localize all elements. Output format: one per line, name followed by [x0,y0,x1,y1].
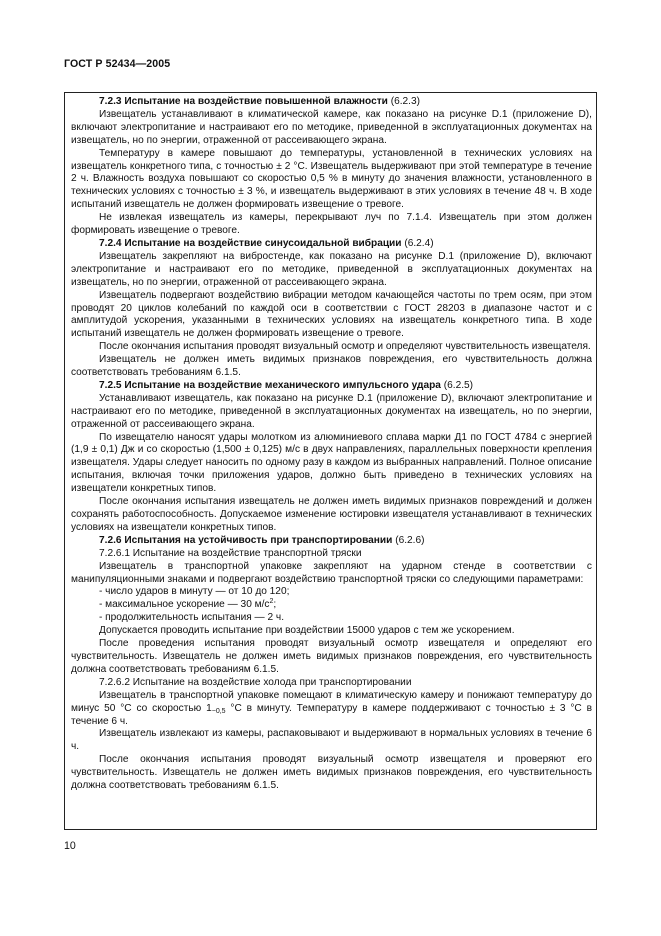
subsection-heading: 7.2.6.2 Испытание на воздействие холода при транспортировании [99,676,412,688]
section-7-2-3-heading [71,96,592,109]
section-ref: (6.2.4) [404,237,434,249]
section-ref: (6.2.3) [390,96,420,107]
section-7-2-6-heading [71,535,592,548]
paragraph: Извещатель не должен иметь видимых признаков повреждения, его чувствительность должна соответствовать требованиям 6.1.5. [71,354,592,379]
paragraph: Устанавливают извещатель, как показано на рисунке D.1 (приложение D), включают электропитание и настраивают его по методике, приведенной в эксплуатационных документах на извещатель, но по энергии, отраженной от рассеивающего экрана. [71,392,592,430]
list-item-text: - максимальное ускорение — 30 м/с [99,599,270,611]
paragraph: По извещателю наносят удары молотком из алюминиевого сплава марки Д1 по ГОСТ 4784 с энергией (1,9 ± 0,1) Дж и со скоростью (1,500 ± 0,125) м/с в двух направлениях, параллельных поверхности крепления извещателя. Удары следует наносить по одному разу в каждом из выбранных направлений. Полное описание испытания, включая точки приложения ударов, должно быть приведено в технических условиях на извещатели конкретных типов. [71,431,593,495]
section-7-2-4-heading [71,238,592,251]
list-item: - число ударов в минуту — от 10 до 120; [99,586,290,598]
section-title: 7.2.4 Испытание на воздействие синусоидальной вибрации [99,237,402,249]
paragraph: Извещатель закрепляют на вибростенде, как показано на рисунке D.1 (приложение D), включают электропитание и настраивают его по методике, приведенной в эксплуатационных документах на извещатель, но по энергии, отраженной от рассеивающего экрана. [71,250,592,288]
paragraph: После окончания испытания проводят визуальный осмотр и определяют чувствительность извещателя. [99,341,591,353]
paragraph-text: Извещатель в транспортной упаковке помещают в климатическую камеру и понижают температуру до минус 50 °С со скоростью 1 [71,689,592,714]
paragraph: Извещатель подвергают воздействию вибрации методом качающейся частоты по трем осям, при этом проводят 20 циклов колебаний по каждой оси в соответствии с ГОСТ 28203 в диапазоне частот и с амплитудой ускорения, указанными в технических условиях на извещатель конкретного типа. В ходе испытаний извещатель не должен формировать извещение о тревоге. [71,289,592,340]
paragraph: Извещатель извлекают из камеры, распаковывают и выдерживают в нормальных условиях в течение 6 ч. [71,728,592,753]
exponent: 2 [269,598,274,606]
paragraph-text: °С в минуту. Температуру в камере поддерживают с точностью ± 3 °С в течение 6 ч. [71,702,593,727]
paragraph: Допускается проводить испытание при воздействии 15000 ударов с тем же ускорением. [99,625,515,637]
tolerance-subscript: −0,5 [211,707,226,715]
paragraph: После окончания испытания извещатель не должен иметь видимых признаков повреждений и должен сохранять работоспособность. Допускаемое изменение юстировки извещателя устанавливают в технических условиях на извещатели конкретных типов. [71,496,592,533]
section-ref: (6.2.6) [395,534,425,546]
paragraph: Извещатель устанавливают в климатической камере, как показано на рисунке D.1 (приложение D), включают электропитание и настраивают его по методике, приведенной в эксплуатационных документах на извещатель, но по энергии, отраженной от рассеивающего экрана. [71,108,592,146]
list-item: - продолжительность испытания — 2 ч. [99,612,285,624]
paragraph: После окончания испытания проводят визуальный осмотр извещателя и проверяют его чувствительность. Извещатель не должен иметь видимых признаков повреждения, его чувствительность должна соответствовать требованиям 6.1.5. [71,754,592,792]
paragraph [71,690,592,729]
section-title: 7.2.3 Испытание на воздействие повышенной влажности [99,96,388,107]
list-item [71,599,592,612]
document-header: ГОСТ Р 52434—2005 [64,58,171,70]
subsection-heading: 7.2.6.1 Испытание на воздействие транспортной тряски [99,547,362,559]
section-ref: (6.2.5) [443,379,474,391]
paragraph: Температуру в камере повышают до температуры, установленной в технических условиях на извещатель конкретного типа, с точностью ± 2 °С. Извещатель выдерживают при этой температуре в течение 2 ч. Влажность воздуха повышают со скоростью 0,5 % в минуту до значения влажности, установленного в технических условиях с точностью ± 3 %, и извещатель выдерживают в этих условиях в течение 48 ч. В ходе испытаний извещатель не должен формировать извещение о тревоге. [71,147,592,211]
section-title: 7.2.6 Испытания на устойчивость при транспортировании [99,534,393,546]
paragraph: Не извлекая извещатель из камеры, перекрывают луч по 7.1.4. Извещатель при этом должен формировать извещение о тревоге. [71,212,592,237]
paragraph: После проведения испытания проводят визуальный осмотр извещателя и определяют его чувствительность. Извещатель не должен иметь видимых признаков повреждения, его чувствительность должна соответствовать требованиям 6.1.5. [71,638,592,675]
text-frame [64,92,597,830]
page-number: 10 [64,840,76,852]
paragraph: Извещатель в транспортной упаковке закрепляют на ударном стенде в соответствии с манипуляционными знаками и подвергают воздействию транспортной тряски со следующими параметрами: [71,560,592,585]
section-7-2-5-heading [71,380,592,393]
list-item-end: ; [273,599,277,611]
section-title: 7.2.5 Испытание на воздействие механического импульсного удара [99,379,441,391]
